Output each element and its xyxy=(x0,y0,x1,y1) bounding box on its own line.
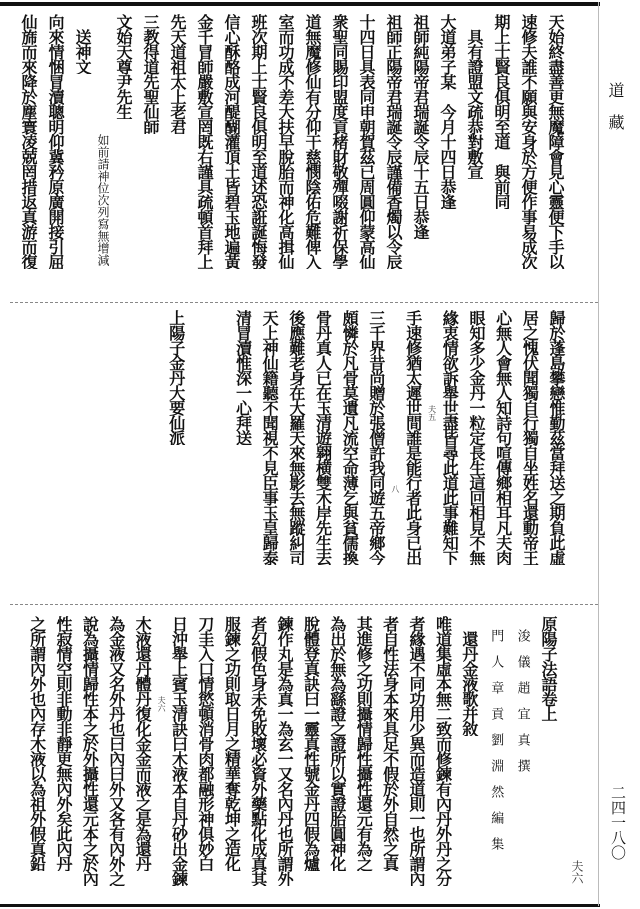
text-column: 還丹金液歌并敘 xyxy=(459,616,479,736)
text-band-middle xyxy=(163,310,570,565)
top-border xyxy=(0,2,600,6)
text-column: 日沖舉上賓玉清訣曰木液本自丹砂出金鍊 xyxy=(169,616,189,886)
text-column: 門 人 章 貢 劉 淵 然 編 集 xyxy=(488,616,504,850)
text-column: 祖師正陽帝君瑞誕令辰謹備香燭以令辰 xyxy=(384,14,403,269)
canon-title: 道 藏 xyxy=(606,82,625,130)
text-column: 為出於無為繇證之證所以實證胎圓神化 xyxy=(327,616,347,871)
text-column: 三千界昔尚贈於張僧許我同遊五帝鄉今 xyxy=(366,310,386,565)
text-column: 天上神仙籍聽不聞視不見臣事玉皇歸泰 xyxy=(260,310,280,565)
text-column: 脫體登真訣曰一靈真性號金丹四假為爐 xyxy=(301,616,321,871)
text-column: 緣衷情欲訴舉世盡皆尋此道此事難知下 xyxy=(440,310,460,565)
text-column: 文始天尊尹先生 xyxy=(114,14,133,119)
margin-mark: 八 xyxy=(390,485,400,493)
text-column: 向來情悃冒瀆聰明仰冀矜原廣開接引屈 xyxy=(46,14,65,269)
text-column: 鍊作丸是為真一為玄一又名內丹也所謂外 xyxy=(275,616,295,886)
text-column: 大道弟子某 今月十四日恭逢 xyxy=(438,14,457,209)
text-column: 天始終盡善更無魔障會見心靈便下手以 xyxy=(546,14,565,269)
text-column: 其進修之功則攝情歸性攝性還元有為之 xyxy=(354,616,374,871)
text-column: 心無人會無人知詩句喧傳鄉相耳凡夫肉 xyxy=(493,310,513,565)
text-column: 上陽子金丹大要仙派 xyxy=(166,310,186,445)
text-band-lower xyxy=(24,616,562,886)
text-column: 木液還丹體丹復化金金而液之是為還丹 xyxy=(133,616,153,871)
bottom-border xyxy=(0,904,600,907)
text-column: 仙旆而來降於塵寰凌兢罔措返真游而復 xyxy=(19,14,38,269)
text-column: 室而功成不差大扶早脫胎而神化高揖仙 xyxy=(276,14,295,269)
text-column: 性寂情空則非動非靜更無內外矣此內丹 xyxy=(53,616,73,871)
text-column: 浚 儀 趙 宜 真 撰 xyxy=(514,616,530,772)
text-column: 者自性法身本來具足不假於外自然之真 xyxy=(380,616,400,871)
text-column: 期上士賢良俱明至道 與前同 xyxy=(492,14,511,209)
text-column: 手速修猶太遲世間誰是能行者此身已出 xyxy=(403,310,423,565)
text-column: 之所謂內外也內存木液以為祖外假真鉛 xyxy=(27,616,47,871)
page-number: 二四一八〇 xyxy=(609,785,627,860)
text-column: 骨丹真人已在玉清遊翱横雙木岸先生去 xyxy=(313,310,333,565)
band-divider xyxy=(10,604,598,605)
text-column: 送神文 xyxy=(73,14,92,74)
text-column: 清冒瀆惟深一心拜送 xyxy=(233,310,253,445)
text-column: 班次期上士賢良俱明至道述恐誑誕悔發 xyxy=(249,14,268,269)
text-column: 刀圭入口情慾頓消骨肉都融形神俱妙白 xyxy=(195,616,215,871)
text-column: 速修夫誰不願與安身於方便作事易成次 xyxy=(519,14,538,269)
text-column: 服鍊之功則取日月之精華奪乾坤之造化 xyxy=(222,616,242,871)
annotation: 如前請神位次列寫無增減 xyxy=(96,134,110,266)
text-column: 三教得道先聖仙師 xyxy=(141,14,160,134)
margin-mark: 夫六 xyxy=(157,696,167,712)
text-column: 金千冒師嚴敷宣罔既右謹具疏頓首拜上 xyxy=(195,14,214,269)
text-column: 為金液又名外丹也曰內曰外又各有內外之 xyxy=(106,616,126,886)
text-column: 居之愧伏聞獨自行獨自坐姓名還動帝王 xyxy=(520,310,540,565)
text-band-upper xyxy=(15,14,569,269)
text-column: 衆聖同賜印盟度貢楮財敬殫啜謝祈保學 xyxy=(330,14,349,269)
band-divider xyxy=(10,302,598,303)
text-column: 說為攝情歸性本之於外攝性還元本之於內 xyxy=(80,616,100,886)
text-column: 原陽子法語卷上 xyxy=(539,616,558,721)
text-column: 先天道祖太上老君 xyxy=(168,14,187,134)
text-column: 具有證盟文疏恭對敷宣 xyxy=(465,14,484,179)
text-column: 頗憐於凡骨莫遺凡流空命薄乞與貧儒換 xyxy=(340,310,360,565)
margin-mark: 夫六 xyxy=(570,860,584,884)
text-column: 者幻假色身未免敗壞必資外藥點化成真其 xyxy=(248,616,268,886)
right-border xyxy=(598,2,599,906)
text-column: 信心酥酪成河醍醐灌頂土皆碧玉地遍黃 xyxy=(222,14,241,269)
text-column: 眼知多少金丹一粒定長生這回相見不無 xyxy=(466,310,486,565)
text-column: 祖師純陽帝君瑞誕令辰十五日恭逢 xyxy=(411,14,430,239)
text-column: 唯道集虛本無二致而修鍊有內丹外丹之分 xyxy=(433,616,453,886)
text-column: 歸於蓬島攀戀惟勤茲當拜送之期負此虛 xyxy=(547,310,566,565)
text-column: 道無魔修仙有分仰干慈憫陰佑危難俾入 xyxy=(303,14,322,269)
text-column: 十四日具表同申朝賀茲已周圓仰蒙高仙 xyxy=(357,14,376,269)
margin-mark: 夫五 xyxy=(427,405,437,421)
text-column: 後應難老身在大羅天來無影去無蹤糾司 xyxy=(286,310,306,565)
text-column: 者緣遇不同功用少異而造道則一也所謂內 xyxy=(407,616,427,886)
